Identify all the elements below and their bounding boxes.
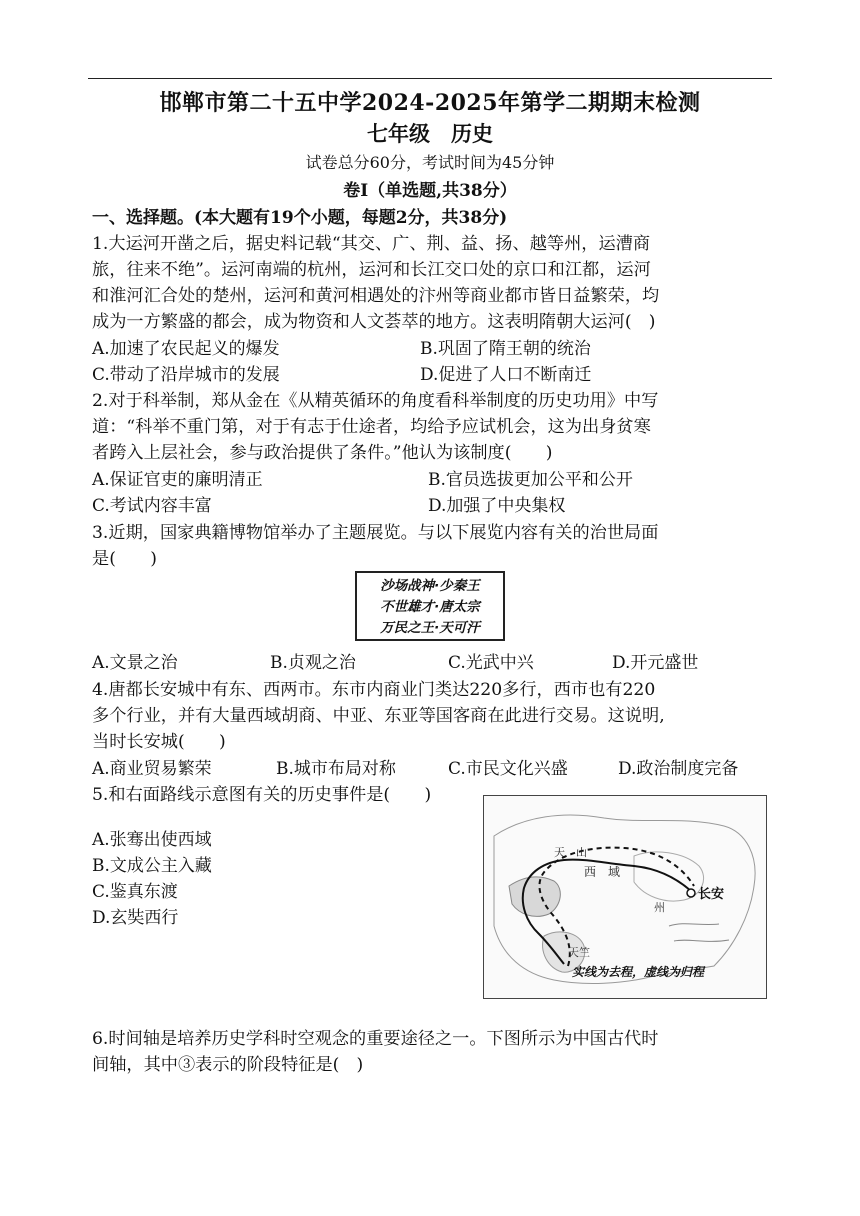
q1-line-1: 1.大运河开凿之后，据史料记载“其交、广、荆、益、扬、越等州，运漕商 xyxy=(92,234,651,254)
volume-heading: 卷Ⅰ（单选题,共38分） xyxy=(343,181,517,201)
q3-option-d[interactable]: D.开元盛世 xyxy=(612,653,699,673)
exam-info: 试卷总分60分，考试时间为45分钟 xyxy=(305,153,555,172)
exhibition-panel xyxy=(355,571,505,641)
q4-option-c[interactable]: C.市民文化兴盛 xyxy=(448,759,568,779)
q4-line-1: 4.唐都长安城中有东、西两市。东市内商业门类达220多行，西市也有220 xyxy=(92,680,656,700)
q1-line-4: 成为一方繁盛的都会，成为物资和人文荟萃的地方。这表明隋朝大运河( ) xyxy=(92,312,656,332)
q1-option-a[interactable]: A.加速了农民起义的爆发 xyxy=(92,339,280,359)
q1-option-d[interactable]: D.促进了人口不断南迁 xyxy=(420,365,592,385)
q2-line-3: 者跨入上层社会，参与政治提供了条件。”他认为该制度( ) xyxy=(92,443,553,463)
q4-option-a[interactable]: A.商业贸易繁荣 xyxy=(92,759,212,779)
q2-option-b[interactable]: B.官员选拔更加公平和公开 xyxy=(428,470,633,490)
q1-line-3: 和淮河汇合处的楚州，运河和黄河相遇处的汴州等商业都市皆日益繁荣，均 xyxy=(92,286,660,306)
map-label-tianzhu: 天竺 xyxy=(568,946,590,959)
route-map xyxy=(483,795,767,999)
q6-line-2: 间轴，其中③表示的阶段特征是( ) xyxy=(92,1055,364,1075)
q6-line-1: 6.时间轴是培养历史学科时空观念的重要途径之一。下图所示为中国古代时 xyxy=(92,1029,659,1049)
q2-option-a[interactable]: A.保证官吏的廉明清正 xyxy=(92,470,263,490)
grade-subject: 七年级 历史 xyxy=(367,121,493,146)
q2-line-2: 道：“科举不重门第，对于有志于仕途者，均给予应试机会，这为出身贫寒 xyxy=(92,417,651,437)
q5-option-a[interactable]: A.张骞出使西域 xyxy=(92,830,212,850)
q1-option-b[interactable]: B.巩固了隋王朝的统治 xyxy=(420,339,591,359)
exam-title: 邯郸市第二十五中学2024-2025年第学二期期末检测 xyxy=(159,90,701,116)
part-heading: 一、选择题。(本大题有19个小题，每题2分，共38分) xyxy=(92,208,508,228)
map-label-changan: 长安 xyxy=(698,887,725,902)
q3-option-b[interactable]: B.贞观之治 xyxy=(270,653,356,673)
q1-line-2: 旅，往来不绝”。运河南端的杭州，运河和长江交口处的京口和江都，运河 xyxy=(92,260,651,280)
q2-line-1: 2.对于科举制，郑从金在《从精英循环的角度看科举制度的历史功用》中写 xyxy=(92,391,659,411)
q4-option-b[interactable]: B.城市布局对称 xyxy=(276,759,396,779)
q2-option-c[interactable]: C.考试内容丰富 xyxy=(92,496,212,516)
q1-option-c[interactable]: C.带动了沿岸城市的发展 xyxy=(92,365,280,385)
q3-option-a[interactable]: A.文景之治 xyxy=(92,653,178,673)
map-label-tianshan: 天 山 xyxy=(554,846,587,859)
panel-line-2: 不世雄才·唐太宗 xyxy=(380,599,480,615)
q2-option-d[interactable]: D.加强了中央集权 xyxy=(428,496,566,516)
q4-line-3: 当时长安城( ) xyxy=(92,732,226,752)
panel-line-1: 沙场战神·少秦王 xyxy=(380,578,480,594)
map-legend: 实线为去程，虚线为归程 xyxy=(572,965,705,979)
q5-option-b[interactable]: B.文成公主入藏 xyxy=(92,856,212,876)
map-label-zhou: 州 xyxy=(654,901,665,914)
q5-option-d[interactable]: D.玄奘西行 xyxy=(92,908,179,928)
q4-option-d[interactable]: D.政治制度完备 xyxy=(618,759,739,779)
top-rule xyxy=(88,78,772,79)
q3-line-1: 3.近期，国家典籍博物馆举办了主题展览。与以下展览内容有关的治世局面 xyxy=(92,523,659,543)
panel-line-3: 万民之王·天可汗 xyxy=(380,620,480,636)
q3-line-2: 是( ) xyxy=(92,549,157,569)
route-map-graphic xyxy=(484,796,765,997)
q5-stem: 5.和右面路线示意图有关的历史事件是( ) xyxy=(92,785,432,805)
q3-option-c[interactable]: C.光武中兴 xyxy=(448,653,534,673)
q4-line-2: 多个行业，并有大量西域胡商、中亚、东亚等国客商在此进行交易。这说明, xyxy=(92,706,665,726)
map-label-xiyu: 西 域 xyxy=(584,865,621,879)
q5-option-c[interactable]: C.鉴真东渡 xyxy=(92,882,178,902)
